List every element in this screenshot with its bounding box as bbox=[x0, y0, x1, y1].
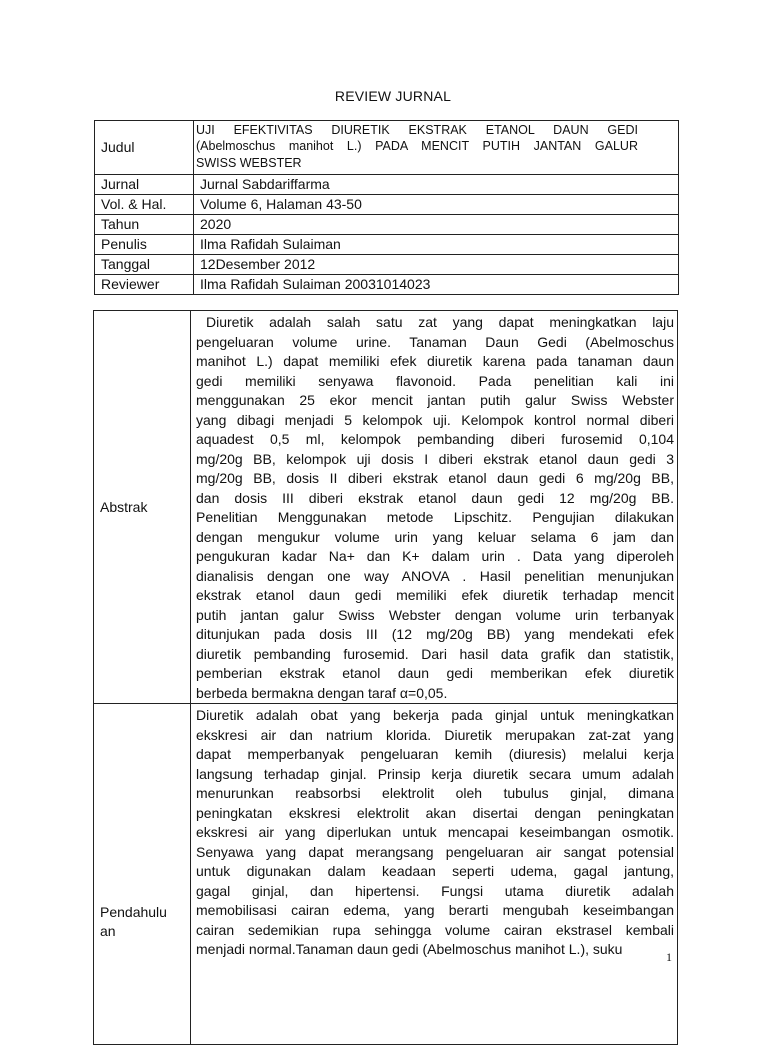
text-line: putih jantan galur Swiss Webster dengan volume urin terbanyak bbox=[196, 606, 674, 623]
text-line: Senyawa yang dapat merangsang pengeluaran air sangat potensial bbox=[196, 843, 674, 860]
text-line: mg/20g BB, dosis II diberi ekstrak etanol daun gedi 6 mg/20g BB, bbox=[196, 470, 674, 486]
text-line: diuretik pembanding furosemid. Dari hasil data grafik dan statistik, bbox=[196, 645, 674, 662]
text-line: cairan sedemikian rupa sehingga volume cairan ekstrasel kembali bbox=[196, 921, 674, 938]
text-line: dan dosis III diberi ekstrak etanol daun gedi 12 mg/20g BB. bbox=[196, 489, 674, 506]
text-line: ekskresi air dan natrium klorida. Diuretik merupakan zat-zat yang bbox=[196, 726, 674, 743]
tanggal-value: 12Desember 2012 bbox=[194, 255, 679, 275]
table-row bbox=[95, 175, 679, 195]
text-line: yang dibagi menjadi 5 kelompok uji. Kelompok kontrol normal diberi bbox=[196, 411, 674, 428]
text-line: dengan mengukur volume urin yang keluar selama 6 jam dan bbox=[196, 528, 674, 545]
text-line: Diuretik adalah obat yang bekerja pada ginjal untuk meningkatkan bbox=[196, 707, 674, 723]
abstrak-text bbox=[191, 311, 678, 704]
pendahuluan-text bbox=[191, 704, 678, 1045]
text-line: peningkatan ekskresi elektrolit akan disertai dengan peningkatan bbox=[196, 804, 674, 821]
tahun-label: Tahun bbox=[95, 215, 194, 235]
jurnal-value: Jurnal Sabdariffarma bbox=[194, 175, 679, 195]
text-line: pengeluaran volume urine. Tanaman Daun Gedi (Abelmoschus bbox=[196, 333, 674, 350]
vol-value: Volume 6, Halaman 43-50 bbox=[194, 195, 679, 215]
judul-value bbox=[194, 121, 679, 175]
text-line: berbeda bermakna dengan taraf α=0,05. bbox=[196, 684, 448, 701]
text-line: memobilisasi cairan edema, yang berarti mengubah keseimbangan bbox=[196, 902, 674, 918]
text-line: dianalisis dengan one way ANOVA . Hasil penelitian menunjukan bbox=[196, 567, 674, 584]
text-line: mg/20g BB, kelompok uji dosis I diberi ekstrak etanol daun gedi 3 bbox=[196, 450, 674, 467]
text-line: gedi memiliki senyawa flavonoid. Pada penelitian kali ini bbox=[196, 372, 674, 389]
judul-line: (Abelmoschus manihot L.) PADA MENCIT PUTIH JANTAN GALUR bbox=[196, 139, 638, 154]
vol-label: Vol. & Hal. bbox=[95, 195, 194, 215]
judul-label: Judul bbox=[95, 121, 194, 175]
table-row bbox=[95, 121, 679, 175]
table-row bbox=[95, 255, 679, 275]
text-line: langsung terhadap ginjal. Prinsip kerja diuretik secara umum adalah bbox=[196, 765, 674, 782]
judul-line: UJI EFEKTIVITAS DIURETIK EKSTRAK ETANOL DAUN GEDI bbox=[196, 123, 638, 137]
pendahuluan-label-line: an bbox=[100, 922, 116, 939]
pendahuluan-label-line: Pendahulu bbox=[100, 903, 167, 920]
reviewer-label: Reviewer bbox=[95, 275, 194, 295]
abstrak-label: Abstrak bbox=[94, 311, 191, 704]
table-row bbox=[95, 275, 679, 295]
page-number: 1 bbox=[666, 950, 672, 964]
text-line: menurunkan reabsorbsi elektrolit oleh tubulus ginjal, dimana bbox=[196, 785, 674, 801]
text-line: gagal ginjal, dan hipertensi. Fungsi utama diuretik adalah bbox=[196, 882, 674, 899]
text-line: ekskresi air yang diperlukan untuk mencapai keseimbangan osmotik. bbox=[196, 824, 674, 840]
tahun-value: 2020 bbox=[194, 215, 679, 235]
text-line: ekstrak etanol daun gedi memiliki efek diuretik terhadap mencit bbox=[196, 587, 674, 603]
journal-info-table bbox=[94, 120, 679, 295]
text-line: untuk digunakan dalam keadaan seperti udema, gagal jantung, bbox=[196, 863, 674, 879]
text-line: pemberian ekstrak etanol daun gedi memberikan efek diuretik bbox=[196, 665, 674, 681]
text-line: menjadi normal.Tanaman daun gedi (Abelmoschus manihot L.), suku bbox=[196, 941, 623, 957]
penulis-label: Penulis bbox=[95, 235, 194, 255]
jurnal-label: Jurnal bbox=[95, 175, 194, 195]
abstrak-row bbox=[94, 311, 678, 704]
judul-line: SWISS WEBSTER bbox=[196, 155, 302, 170]
text-line: Penelitian Menggunakan metode Lipschitz. Pengujian dilakukan bbox=[196, 509, 674, 525]
text-line: aquadest 0,5 ml, kelompok pembanding diberi furosemid 0,104 bbox=[196, 431, 674, 447]
reviewer-value: Ilma Rafidah Sulaiman 20031014023 bbox=[194, 275, 679, 295]
table-row bbox=[95, 215, 679, 235]
pendahuluan-row bbox=[94, 704, 678, 1045]
text-line: ditunjukan pada dosis III (12 mg/20g BB) yang mendekati efek bbox=[196, 626, 674, 642]
pendahuluan-label bbox=[94, 704, 191, 1045]
text-line: dapat memperbanyak pengeluaran kemih (diuresis) melalui kerja bbox=[196, 746, 674, 762]
text-line: manihot L.) dapat memiliki efek diuretik karena pada tanaman daun bbox=[196, 353, 674, 369]
text-line: pengukuran kadar Na+ dan K+ dalam urin . Data yang diperoleh bbox=[196, 548, 674, 564]
tanggal-label: Tanggal bbox=[95, 255, 194, 275]
table-row bbox=[95, 235, 679, 255]
text-line: Diuretik adalah salah satu zat yang dapat meningkatkan laju bbox=[206, 314, 674, 330]
document-title: REVIEW JURNAL bbox=[334, 88, 452, 104]
text-line: menggunakan 25 ekor mencit jantan putih galur Swiss Webster bbox=[196, 392, 674, 408]
table-row bbox=[95, 195, 679, 215]
penulis-value: Ilma Rafidah Sulaiman bbox=[194, 235, 679, 255]
review-content-table bbox=[93, 310, 678, 1045]
